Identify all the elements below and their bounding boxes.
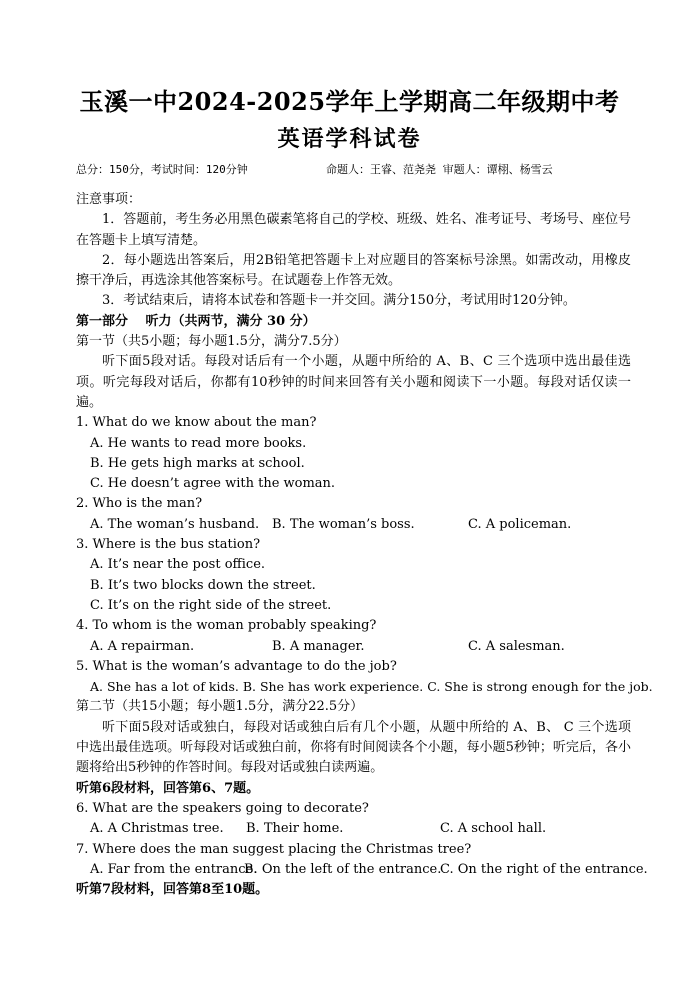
question-1-option-c: C. He doesn’t agree with the woman.	[90, 476, 336, 492]
exam-content	[76, 190, 653, 900]
question-3-option-b: B. It’s two blocks down the street.	[90, 577, 316, 593]
question-4-stem: 4. To whom is the woman probably speaking?	[76, 618, 377, 634]
question-3-option-c: C. It’s on the right side of the street.	[90, 597, 332, 613]
question-7-options	[76, 860, 648, 880]
question-6-option-b: B. Their home.	[246, 821, 344, 837]
question-6-stem: 6. What are the speakers going to decorate?	[76, 800, 369, 816]
question-2-option-b: B. The woman’s boss.	[272, 516, 415, 532]
section2-heading: 第二节（共15小题；每小题1.5分，满分22.5分）	[76, 699, 364, 715]
section1-instruction: 听下面5段对话。每段对话后有一个小题，从题中所给的 A、B、C 三个选项中选出最佳选项。听完每段对话后，你都有10秒钟的时间来回答有关小题和阅读下一小题。每段对话仅读一遍。	[76, 354, 631, 410]
question-2-options	[76, 515, 631, 535]
material-7-heading: 听第7段材料，回答第8至10题。	[76, 882, 269, 898]
material-6-heading: 听第6段材料，回答第6、7题。	[76, 780, 260, 796]
question-3-option-a: A. It’s near the post office.	[90, 557, 266, 573]
question-1-option-a: A. He wants to read more books.	[90, 435, 307, 451]
question-4-option-a: A. A repairman.	[90, 638, 195, 654]
notice-item-3: 3．考试结束后，请将本试卷和答题卡一并交回。满分150分，考试用时120分钟。	[102, 293, 576, 309]
exam-authors: 命题人：王睿、范尧尧 审题人：谭栩、杨雪云	[326, 163, 553, 176]
notice-item-2: 2．每小题选出答案后，用2B铅笔把答题卡上对应题目的答案标号涂黑。如需改动，用橡皮擦干净后，再选涂其他答案标号。在试题卷上作答无效。	[76, 252, 631, 289]
question-3-stem: 3. Where is the bus station?	[76, 537, 261, 553]
exam-subtitle: 英语学科试卷	[277, 126, 422, 152]
question-7-option-a: A. Far from the entrance.	[90, 861, 258, 877]
question-6-option-a: A. A Christmas tree.	[90, 821, 224, 837]
question-6-option-c: C. A school hall.	[440, 821, 547, 837]
section2-instruction: 听下面5段对话或独白，每段对话或独白后有几个小题，从题中所给的 A、B、 C 三个选项中选出最佳选项。听每段对话或独白前，你将有时间阅读各个小题，每小题5秒钟；听完后，各小题将给出5秒钟的作答时间。每段对话或独白读两遍。	[76, 719, 631, 776]
question-5-stem: 5. What is the woman’s advantage to do the job?	[76, 658, 397, 674]
part1-heading: 第一部分 听力（共两节，满分 30 分）	[76, 313, 316, 329]
exam-score-time: 总分：150分，考试时间：120分钟	[76, 163, 248, 176]
question-7-option-b: B. On the left of the entrance.	[244, 861, 442, 877]
question-1-option-b: B. He gets high marks at school.	[90, 455, 305, 471]
exam-title: 玉溪一中2024-2025学年上学期高二年级期中考	[79, 87, 620, 116]
notice-heading: 注意事项：	[76, 192, 142, 207]
question-4-option-b: B. A manager.	[272, 638, 365, 654]
question-4-option-c: C. A salesman.	[468, 638, 565, 654]
question-7-stem: 7. Where does the man suggest placing the Christmas tree?	[76, 841, 472, 857]
question-7-option-c: C. On the right of the entrance.	[440, 861, 648, 877]
section1-heading: 第一节（共5小题；每小题1.5分，满分7.5分）	[76, 334, 347, 350]
notice-item-1: 1．答题前，考生务必用黑色碳素笔将自己的学校、班级、姓名、准考证号、考场号、座位号在答题卡上填写清楚。	[76, 212, 631, 248]
question-5-options: A. She has a lot of kids. B. She has work experience. C. She is strong enough for the job.	[90, 679, 653, 695]
question-2-option-a: A. The woman’s husband.	[90, 516, 260, 532]
question-2-option-c: C. A policeman.	[468, 516, 572, 532]
exam-meta	[76, 161, 553, 177]
question-6-options	[76, 819, 631, 839]
question-2-stem: 2. Who is the man?	[76, 496, 203, 512]
question-1-stem: 1. What do we know about the man?	[76, 415, 317, 431]
question-4-options	[76, 637, 631, 657]
